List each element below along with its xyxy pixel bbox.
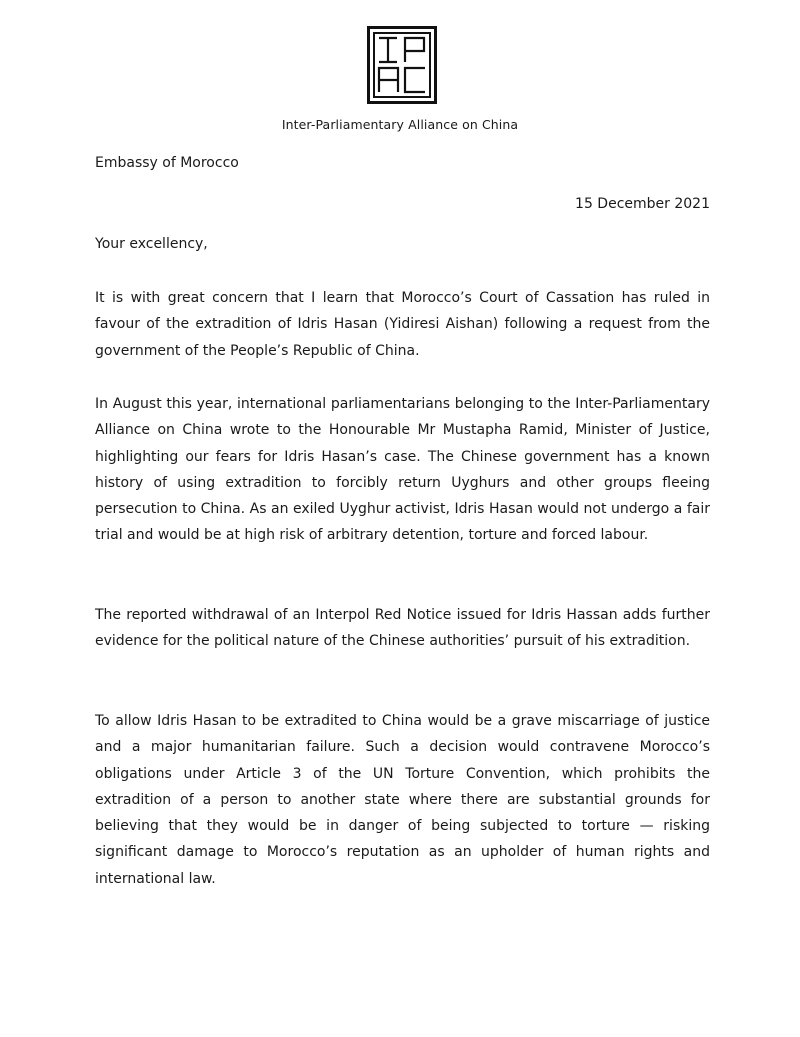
- salutation: Your excellency,: [95, 236, 208, 252]
- paragraph-2: In August this year, international parliamentarians belonging to the Inter-Parliamentary Alliance on China wrote to the Honourable Mr Mustapha Ramid, Minister of Justice, highlighting our fears for Idris Hasan’s case. The Chinese government has a known history of using extradition to forcibly return Uyghurs and other groups fleeing persecution to China. As an exiled Uyghur activist, Idris Hasan would not undergo a fair trial and would be at high risk of arbitrary detention, torture and forced labour.: [95, 396, 710, 544]
- paragraph-4: To allow Idris Hasan to be extradited to China would be a grave miscarriage of justice and a major humanitarian failure. Such a decision would contravene Morocco’s obligations under Article 3 of the UN Torture Convention, which prohibits the extradition of a person to another state where there are substantial grounds for believing that they would be in danger of being subjected to torture — risking significant damage to Morocco’s reputation as an upholder of human rights and international law.: [95, 713, 710, 887]
- letter-date: 15 December 2021: [575, 196, 710, 212]
- ipac-logo: [367, 26, 437, 104]
- recipient: Embassy of Morocco: [95, 155, 239, 171]
- organization-name: Inter-Parliamentary Alliance on China: [281, 117, 519, 132]
- paragraph-1: It is with great concern that I learn that Morocco’s Court of Cassation has ruled in favour of the extradition of Idris Hasan (Yidiresi Aishan) following a request from the government of the People’s Republic of China.: [95, 290, 710, 359]
- paragraph-3: The reported withdrawal of an Interpol Red Notice issued for Idris Hassan adds further evidence for the political nature of the Chinese authorities’ pursuit of his extradition.: [95, 607, 710, 650]
